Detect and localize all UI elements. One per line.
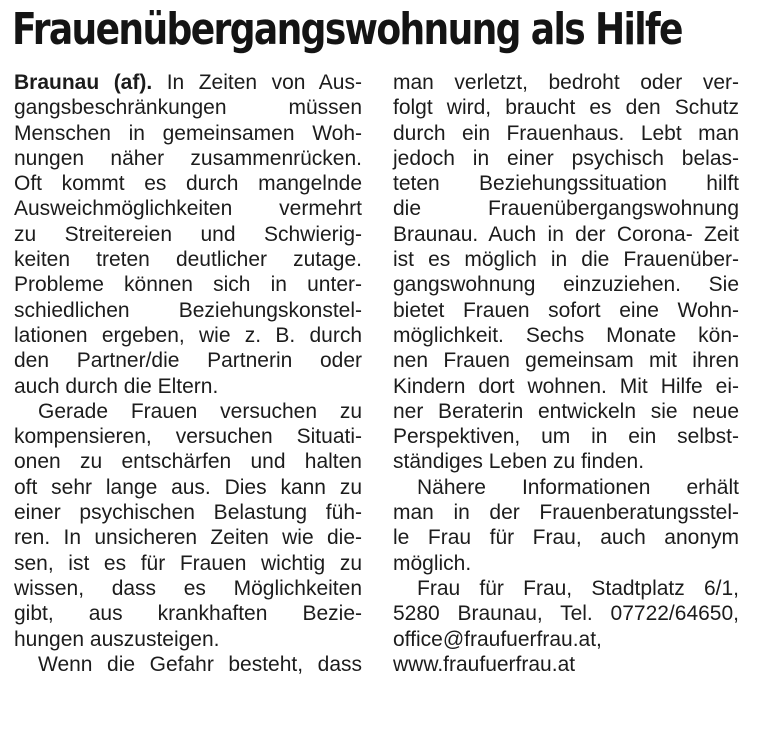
text-line: gangsbeschränkungen müssen <box>14 96 362 120</box>
contact-line: 5280 Braunau, Tel. 07722/64650, <box>393 602 739 626</box>
text-line: man verletzt, bedroht oder ver- <box>393 71 739 94</box>
text-line: auch durch die Eltern. <box>14 374 219 398</box>
text-line: man in der Frauenberatungsstel- <box>393 501 739 525</box>
text-line: nen Frauen gemeinsam mit ihren <box>393 349 739 373</box>
text-line: Wenn die Gefahr besteht, dass <box>38 652 362 676</box>
text-line: folgt wird, braucht es den Schutz <box>393 96 739 120</box>
text-line: teten Beziehungssituation hilft <box>393 172 739 196</box>
text-line: kompensieren, versuchen Situati- <box>14 425 362 449</box>
text-line: sen, ist es für Frauen wichtig zu <box>14 551 362 575</box>
contact-email: office@fraufuerfrau.at, <box>393 627 602 651</box>
text-line: hungen auszusteigen. <box>14 627 220 651</box>
text-line: lationen ergeben, wie z. B. durch <box>14 323 362 347</box>
contact-website: www.fraufuerfrau.at <box>393 652 576 676</box>
text-line: gangswohnung einzuziehen. Sie <box>393 273 739 297</box>
text-line: den Partner/die Partnerin oder <box>14 349 362 373</box>
text-line: gibt, aus krankhaften Bezie- <box>14 602 362 626</box>
text-line: zu Streitereien und Schwierig- <box>14 222 362 246</box>
text-line: möglich. <box>393 551 472 575</box>
text-line: ständiges Leben zu finden. <box>393 450 645 474</box>
headline: Frauenübergangswohnung als Hilfe <box>12 4 682 55</box>
text-line: onen zu entschärfen und halten <box>14 450 362 474</box>
text-line: die Frauenübergangswohnung <box>393 197 739 221</box>
text-line: le Frau für Frau, auch anonym <box>393 526 739 550</box>
text-line: ren. In unsicheren Zeiten wie die- <box>14 526 362 550</box>
article-column-right <box>393 70 739 677</box>
text-line: Kindern dort wohnen. Mit Hilfe ei- <box>393 374 739 398</box>
dateline: Braunau (af). <box>14 71 153 94</box>
text-line: ist es möglich in die Frauenüber- <box>393 248 739 272</box>
text-line: Perspektiven, um in ein selbst- <box>393 425 739 449</box>
text-line: Oft kommt es durch mangelnde <box>14 172 362 196</box>
text-line: Nähere Informationen erhält <box>417 475 739 499</box>
text-line: keiten treten deutlicher zutage. <box>14 248 362 272</box>
contact-line: Frau für Frau, Stadtplatz 6/1, <box>417 576 739 600</box>
text-line: nungen näher zusammenrücken. <box>14 146 362 170</box>
text-line: ner Beraterin entwickeln sie neue <box>393 399 739 423</box>
text-line <box>14 70 362 95</box>
text-line: Menschen in gemeinsamen Woh- <box>14 121 362 145</box>
text-line: einer psychischen Belastung füh- <box>14 501 362 525</box>
text-line: jedoch in einer psychisch belas- <box>393 146 739 170</box>
text-line: Braunau. Auch in der Corona- Zeit <box>393 222 739 246</box>
text-line: Gerade Frauen versuchen zu <box>38 399 362 423</box>
text-line: oft sehr lange aus. Dies kann zu <box>14 475 362 499</box>
text-line-fragment: In Zeiten von Aus- <box>152 71 362 94</box>
text-line: bietet Frauen sofort eine Wohn- <box>393 298 739 322</box>
text-line: Ausweichmöglichkeiten vermehrt <box>14 197 362 221</box>
text-line: wissen, dass es Möglichkeiten <box>14 576 362 600</box>
article-column-left <box>14 70 362 677</box>
text-line: Probleme können sich in unter- <box>14 273 362 297</box>
text-line: schiedlichen Beziehungskonstel- <box>14 298 362 322</box>
text-line: durch ein Frauenhaus. Lebt man <box>393 121 739 145</box>
text-line: möglichkeit. Sechs Monate kön- <box>393 323 739 347</box>
